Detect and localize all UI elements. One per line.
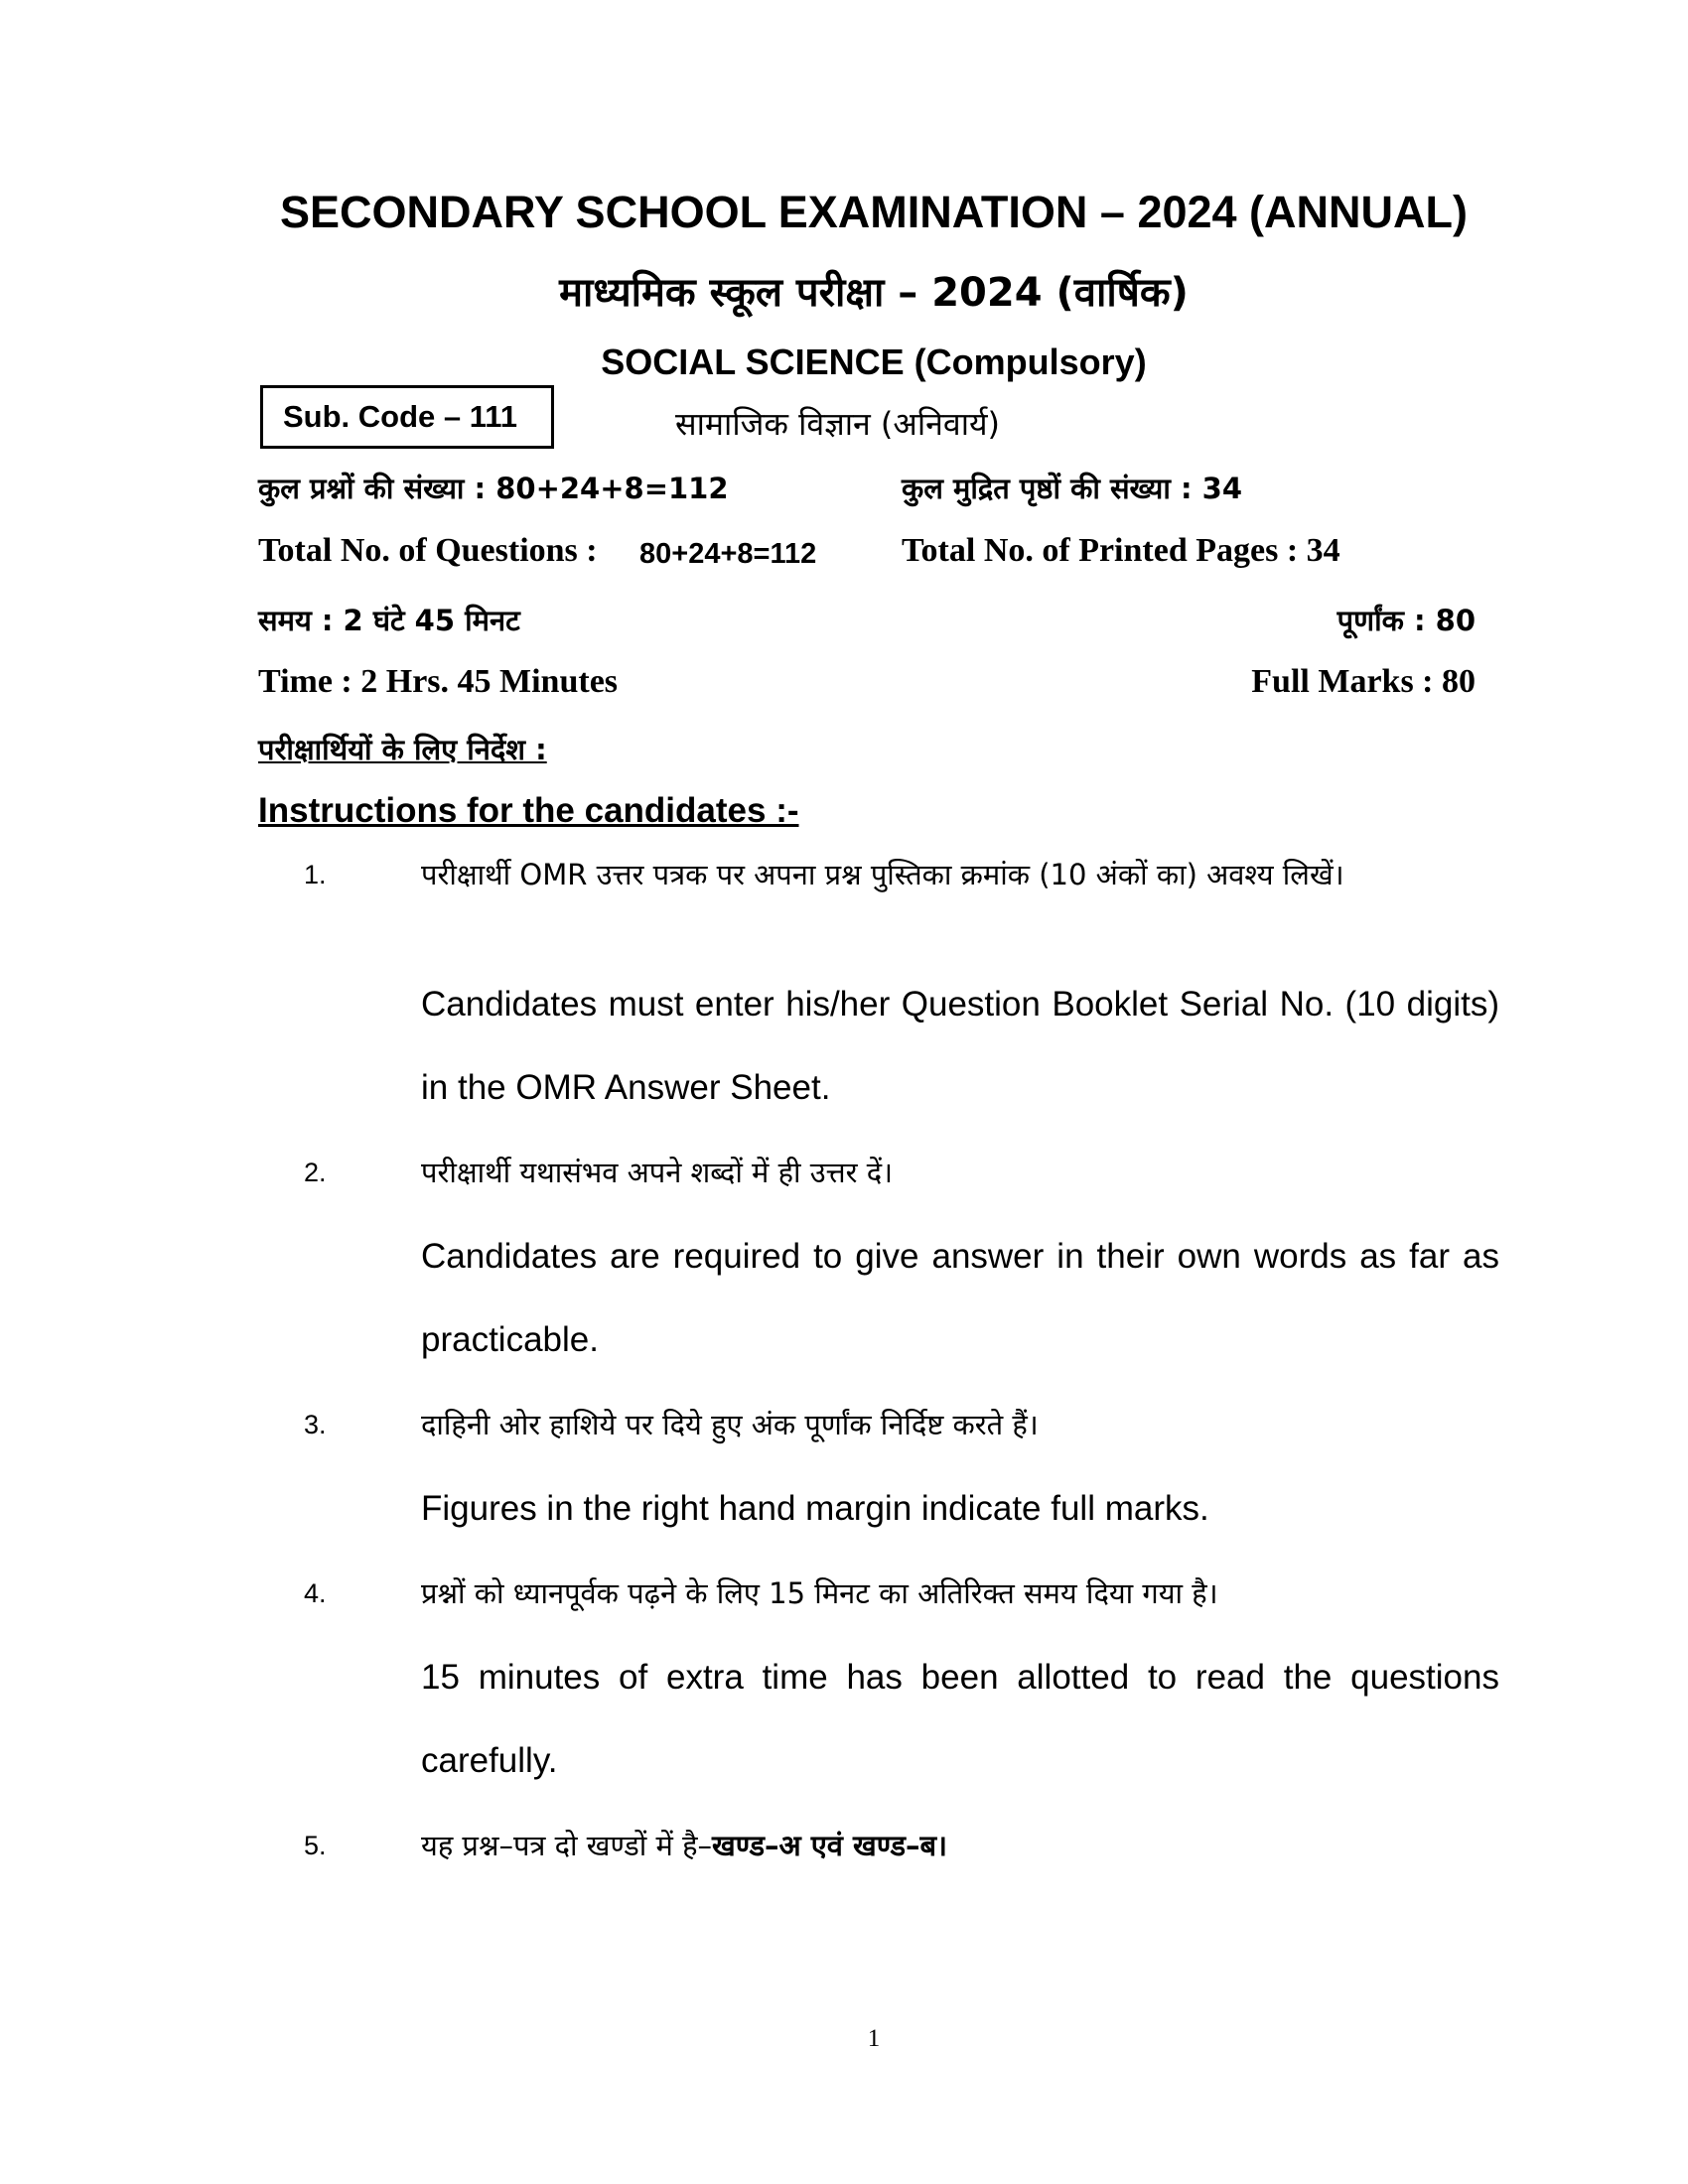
full-marks-english: Full Marks : 80 [1251,663,1476,700]
subject-english: SOCIAL SCIENCE (Compulsory) [601,341,1147,382]
instruction-text-hindi: दाहिनी ओर हाशिये पर दिये हुए अंक पूर्णांक निर्दिष्ट करते हैं। [421,1408,1039,1441]
instruction-number: 3. [304,1410,327,1439]
total-questions-hindi: कुल प्रश्नों की संख्या : 80+24+8=112 [258,472,729,505]
page-number: 1 [867,2025,881,2052]
instruction-number: 5. [304,1831,327,1860]
full-marks-hindi: पूर्णांक : 80 [1336,604,1476,637]
total-pages-hindi: कुल मुद्रित पृष्ठों की संख्या : 34 [902,472,1242,505]
instruction-text-hindi-prefix: यह प्रश्न–पत्र दो खण्डों में है– [421,1829,712,1862]
instruction-text-english: Candidates must enter his/her Question Booklet Serial No. (10 digits) in the OMR Answer Sheet. [421,985,1499,1107]
instruction-number: 4. [304,1578,327,1608]
instruction-text-english: Candidates are required to give answer in their own words as far as practicable. [421,1237,1499,1359]
total-questions-label-english: Total No. of Questions : [258,532,598,569]
instructions-heading-english: Instructions for the candidates :- [258,791,799,830]
total-pages-english: Total No. of Printed Pages : 34 [902,532,1340,569]
instruction-text-hindi [421,1813,1499,1878]
time-hindi: समय : 2 घंटे 45 मिनट [258,604,520,637]
instruction-text-hindi: परीक्षार्थी OMR उत्तर पत्रक पर अपना प्रश्न पुस्तिका क्रमांक (10 अंकों का) अवश्य लिखें। [421,858,1344,891]
instruction-number: 1. [304,860,327,889]
instruction-text-hindi: प्रश्नों को ध्यानपूर्वक पढ़ने के लिए 15 मिनट का अतिरिक्त समय दिया गया है। [421,1576,1218,1610]
subject-code-box: Sub. Code – 111 [260,385,554,449]
exam-title-hindi: माध्यमिक स्कूल परीक्षा – 2024 (वार्षिक) [559,270,1189,316]
exam-title-english: SECONDARY SCHOOL EXAMINATION – 2024 (ANNUAL) [280,187,1468,237]
instructions-heading-hindi: परीक्षार्थियों के लिए निर्देश : [258,733,547,766]
instruction-text-hindi: परीक्षार्थी यथासंभव अपने शब्दों में ही उत्तर दें। [421,1156,894,1189]
instruction-text-english: Figures in the right hand margin indicate full marks. [421,1489,1209,1528]
total-questions-value-english: 80+24+8=112 [639,538,817,570]
instruction-text-english: 15 minutes of extra time has been allotted to read the questions carefully. [421,1658,1499,1780]
subject-hindi: सामाजिक विज्ञान (अनिवार्य) [675,405,1001,443]
instruction-text-hindi-sections: खण्ड–अ एवं खण्ड–ब। [711,1829,948,1862]
time-english: Time : 2 Hrs. 45 Minutes [258,663,619,700]
instruction-number: 2. [304,1158,327,1187]
